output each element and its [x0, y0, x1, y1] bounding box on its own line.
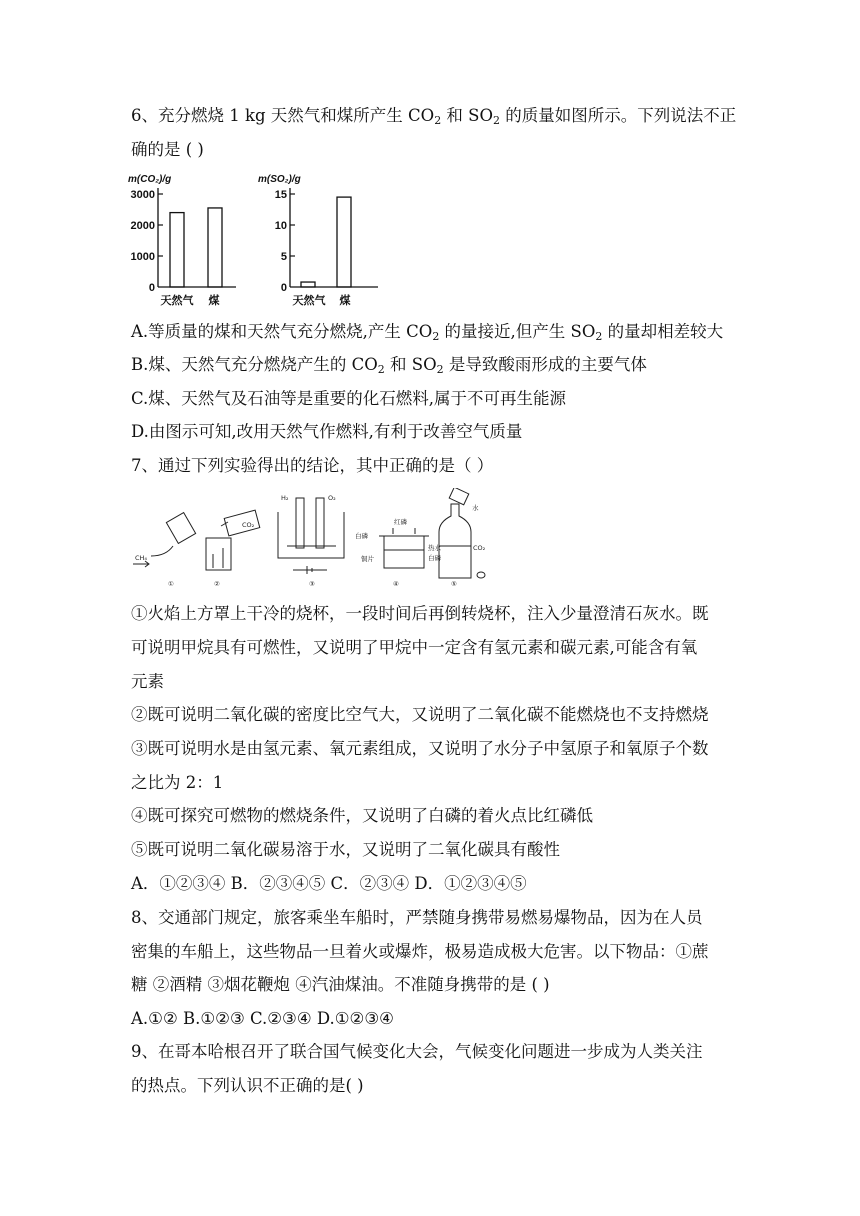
q8-line1: 8、交通部门规定，旅客乘坐车船时，严禁随身携带易燃易爆物品，因为在人员 — [131, 908, 703, 927]
y-tick-label: 3000 — [130, 189, 155, 201]
q8-choices: A.①② B.①②③ C.②③④ D.①②③④ — [131, 1009, 394, 1028]
q7-choices: A．①②③④ B．②③④⑤ C．②③④ D．①②③④⑤ — [131, 874, 527, 893]
x-category-label: 煤 — [208, 295, 220, 307]
q6-stem-part3: 的质量如图所示。下列说法不正 — [500, 106, 737, 125]
q7-statement-1-line3: 元素 — [131, 672, 164, 691]
co2-bar-chart — [126, 170, 241, 314]
q6-stem-line2: 确的是 ( ) — [131, 140, 204, 159]
q8-line3: 糖 ②酒精 ③烟花鞭炮 ④汽油煤油。不准随身携带的是 ( ) — [131, 975, 550, 994]
q6-stem-part1: 6、充分燃烧 1 kg 天然气和煤所产生 CO — [131, 106, 435, 125]
co2-chart-svg — [126, 170, 241, 310]
q7-stem: 7、通过下列实验得出的结论，其中正确的是（ ） — [131, 456, 494, 475]
y-tick-label: 0 — [148, 282, 155, 294]
subscript: 2 — [377, 363, 385, 376]
bar-2 — [337, 197, 351, 287]
q6-stem-line1 — [131, 106, 736, 126]
fig-label-o2: O₂ — [328, 494, 336, 502]
fig-label-red-phosphorus: 红磷 — [394, 518, 407, 526]
q7-statement-1-line1: ①火焰上方罩上干冷的烧杯，一段时间后再倒转烧杯，注入少量澄清石灰水。既 — [131, 604, 709, 623]
fig-label-co2: CO₂ — [242, 521, 255, 529]
fig-label-water: 水 — [472, 504, 479, 512]
y-axis-label: m(SO₂)/g — [258, 174, 301, 185]
q7-experiment-figure — [131, 488, 491, 592]
so2-chart-svg — [256, 170, 381, 310]
y-tick-label: 0 — [280, 282, 287, 294]
fig-number-1: ① — [168, 580, 174, 588]
experiment-5-drawing — [439, 488, 485, 578]
q9-line2: 的热点。下列认识不正确的是( ) — [131, 1076, 364, 1095]
q7-statement-3-line2: 之比为 2：1 — [131, 773, 224, 792]
fig-number-3: ③ — [309, 580, 315, 588]
q7-statement-3-line1: ③既可说明水是由氢元素、氧元素组成，又说明了水分子中氢原子和氧原子个数 — [131, 739, 709, 758]
q6-option-d: D.由图示可知,改用天然气作燃料,有利于改善空气质量 — [131, 422, 523, 441]
q6-stem-part2: 和 SO — [441, 106, 494, 125]
subscript: 2 — [436, 363, 444, 376]
y-tick-label: 5 — [280, 251, 287, 263]
fig-label-white-phosphorus: 白磷 — [355, 532, 368, 540]
x-category-label: 天然气 — [160, 295, 194, 307]
q6-option-b-part1: B.煤、天然气充分燃烧产生的 CO — [131, 355, 378, 374]
experiment-2-drawing — [206, 510, 260, 570]
subscript: 2 — [493, 114, 501, 127]
q6-option-b-part2: 和 SO — [384, 355, 437, 374]
fig-label-h2: H₂ — [281, 494, 289, 502]
q6-option-b — [131, 355, 647, 375]
experiment-apparatus-drawing — [131, 488, 491, 588]
fig-number-2: ② — [214, 580, 220, 588]
so2-bar-chart — [256, 170, 381, 314]
q6-option-c: C.煤、天然气及石油等是重要的化石燃料,属于不可再生能源 — [131, 389, 567, 408]
subscript: 2 — [432, 330, 440, 343]
y-tick-label: 15 — [274, 189, 287, 201]
x-category-label: 天然气 — [292, 295, 326, 307]
q8-line2: 密集的车船上，这些物品一旦着火或爆炸，极易造成极大危害。以下物品：①蔗 — [131, 942, 709, 961]
experiment-3-drawing — [278, 498, 344, 574]
subscript: 2 — [595, 330, 603, 343]
bar-1 — [170, 213, 184, 287]
x-category-label: 煤 — [339, 295, 351, 307]
q9-line1: 9、在哥本哈根召开了联合国气候变化大会，气候变化问题进一步成为人类关注 — [131, 1042, 703, 1061]
fig-number-4: ④ — [393, 580, 399, 588]
q7-statement-2: ②既可说明二氧化碳的密度比空气大，又说明了二氧化碳不能燃烧也不支持燃烧 — [131, 705, 709, 724]
fig-label-hot-water: 热水 — [428, 544, 441, 552]
fig-label-co2-bottle: CO₂ — [473, 544, 486, 552]
q7-statement-5: ⑤既可说明二氧化碳易溶于水，又说明了二氧化碳具有酸性 — [131, 840, 560, 859]
bar-1 — [301, 282, 315, 287]
fig-label-ch4: CH₄ — [135, 554, 148, 562]
y-tick-label: 10 — [274, 220, 287, 232]
fig-label-white-phosphorus-2: 白磷 — [428, 554, 441, 562]
y-tick-label: 2000 — [130, 220, 155, 232]
y-axis-label: m(CO₂)/g — [128, 174, 172, 185]
y-tick-label: 1000 — [130, 251, 155, 263]
q6-option-a-part1: A.等质量的煤和天然气充分燃烧,产生 CO — [131, 322, 433, 341]
q6-option-a-part2: 的量接近,但产生 SO — [439, 322, 596, 341]
q6-option-b-part3: 是导致酸雨形成的主要气体 — [443, 355, 647, 374]
q6-option-a-part3: 的量却相差较大 — [602, 322, 724, 341]
subscript: 2 — [434, 114, 442, 127]
q7-statement-1-line2: 可说明甲烷具有可燃性，又说明了甲烷中一定含有氢元素和碳元素,可能含有氧 — [131, 638, 698, 657]
q7-statement-4: ④既可探究可燃物的燃烧条件，又说明了白磷的着火点比红磷低 — [131, 806, 593, 825]
q6-option-a — [131, 322, 723, 342]
fig-number-5: ⑤ — [451, 580, 457, 588]
experiment-4-drawing — [379, 528, 429, 568]
fig-label-copper: 铜片 — [361, 555, 374, 563]
bar-2 — [208, 208, 222, 287]
